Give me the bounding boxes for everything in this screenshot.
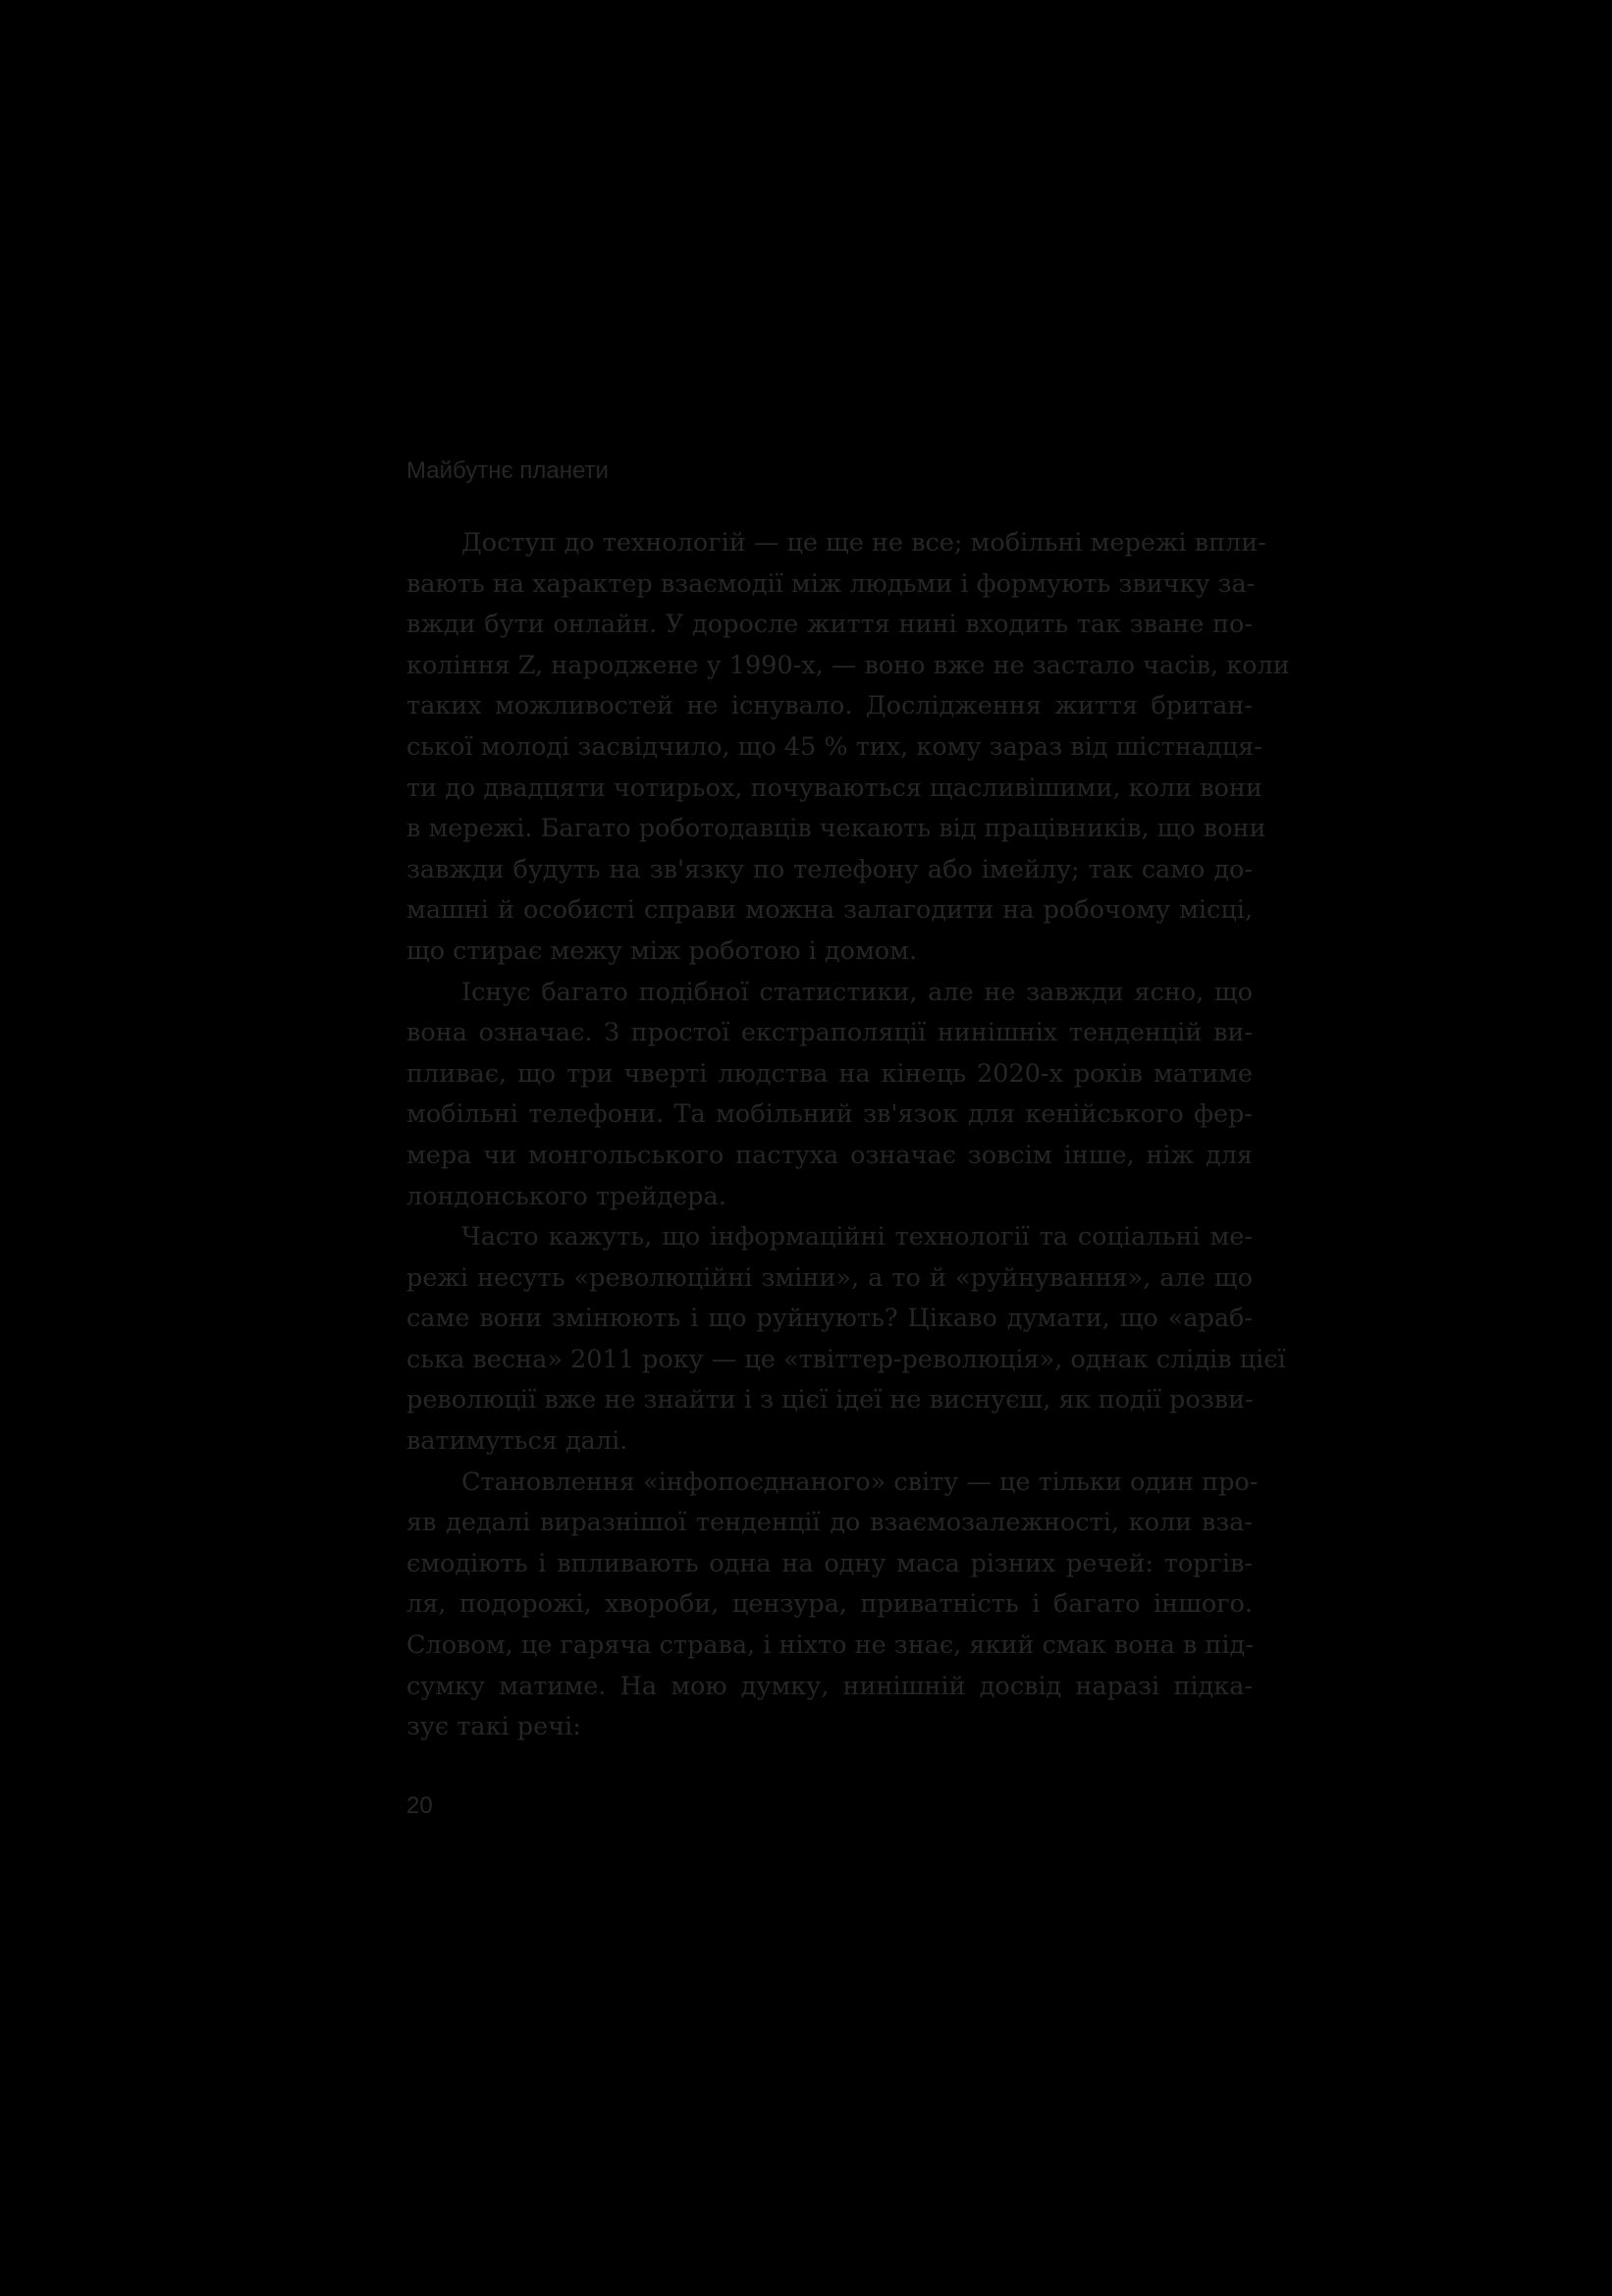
text-line: пливає, що три чверті людства на кінець 2020-х років матиме <box>406 1058 1253 1089</box>
running-header: Майбутнє планети <box>406 457 609 484</box>
body-text <box>406 523 1290 1748</box>
text-line: вона означає. З простої екстраполяції нинішніх тенденцій ви- <box>406 1018 1253 1048</box>
text-line: завжди будуть на зв'язку по телефону або імейлу; так само до- <box>406 854 1253 884</box>
text-line: Словом, це гаряча страва, і ніхто не знає, який смак вона в під- <box>406 1630 1254 1661</box>
text-line: зує такі речі: <box>406 1712 581 1742</box>
text-line: ємодіють і впливають одна на одну маса різних речей: торгів- <box>406 1548 1253 1578</box>
text-line: лондонського трейдера. <box>406 1181 726 1211</box>
text-line: ти до двадцяти чотирьох, почуваються щасливішими, коли вони <box>406 773 1263 803</box>
text-line: яв дедалі виразнішої тенденції до взаємозалежності, коли вза- <box>406 1508 1253 1538</box>
text-line: мобільні телефони. Та мобільний зв'язок для кенійського фер- <box>406 1099 1253 1130</box>
text-line: ська весна» 2011 року — це «твіттер-революція», однак слідів цієї <box>406 1344 1286 1374</box>
text-line: вають на характер взаємодії між людьми і формують звичку за- <box>406 568 1256 599</box>
text-line: коління Z, народжене у 1990-х, — воно вже не застало часів, коли <box>406 650 1290 680</box>
text-line: революції вже не знайти і з цієї ідеї не виснуєш, як події розви- <box>406 1385 1254 1415</box>
text-line: Існує багато подібної статистики, але не завжди ясно, що <box>461 977 1253 1007</box>
text-line: вжди бути онлайн. У доросле життя нині входить так зване по- <box>406 610 1253 640</box>
text-line: саме вони змінюють і що руйнують? Цікаво думати, що «араб- <box>406 1304 1253 1334</box>
text-line: Доступ до технологій — це ще не все; мобільні мережі впли- <box>461 528 1266 558</box>
text-line: ля, подорожі, хвороби, цензура, приватність і багато іншого. <box>406 1589 1253 1620</box>
text-line: в мережі. Багато роботодавців чекають від працівників, що вони <box>406 814 1266 844</box>
text-line: режі несуть «революційні зміни», а то й «руйнування», але що <box>406 1262 1253 1293</box>
text-line: ської молоді засвідчило, що 45 % тих, кому зараз від шістнадця- <box>406 731 1263 762</box>
text-line: Становлення «інфопоєднаного» світу — це тільки один про- <box>461 1467 1259 1497</box>
text-line: сумку матиме. На мою думку, нинішній досвід наразі підка- <box>406 1671 1253 1701</box>
text-line: ватимуться далі. <box>406 1426 628 1457</box>
page-number: 20 <box>406 1792 433 1819</box>
text-line: що стирає межу між роботою і домом. <box>406 935 918 966</box>
text-line: машні й особисті справи можна залагодити на робочому місці, <box>406 895 1253 926</box>
text-line: мера чи монгольського пастуха означає зовсім інше, ніж для <box>406 1140 1253 1170</box>
text-line: Часто кажуть, що інформаційні технології та соціальні ме- <box>461 1222 1253 1253</box>
text-line: таких можливостей не існувало. Дослідження життя британ- <box>406 691 1253 721</box>
